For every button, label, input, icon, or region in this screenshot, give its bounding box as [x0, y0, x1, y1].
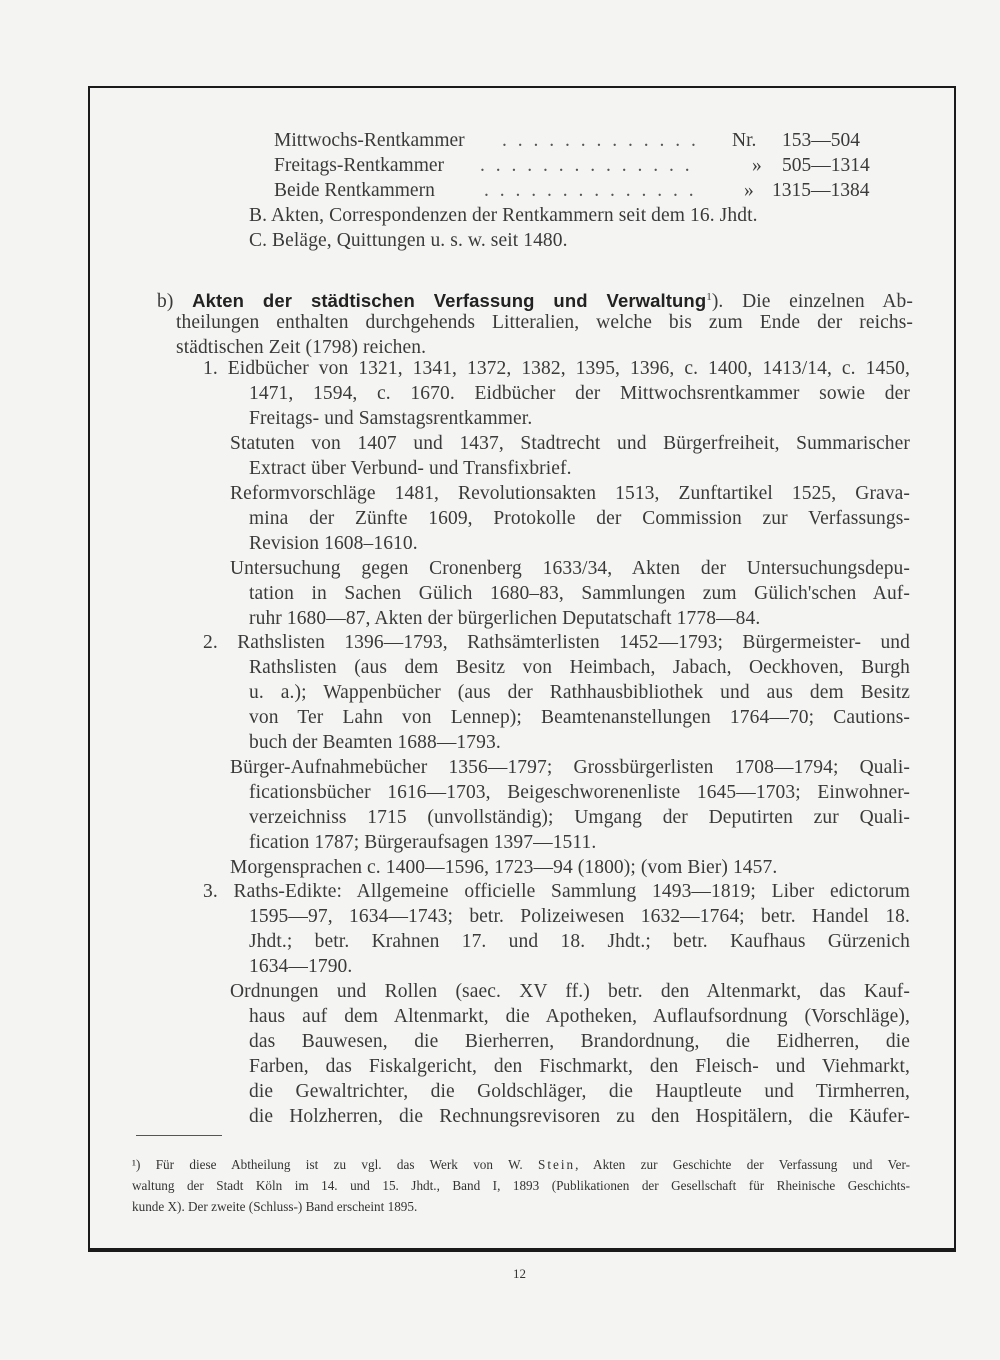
text-line: Reformvorschläge 1481, Revolutionsakten 1513, Zunftartikel 1525, Grava-: [230, 483, 910, 504]
text-line: 1634—1790.: [249, 956, 353, 977]
list-item-b: B. Akten, Correspondenzen der Rentkammern seit dem 16. Jhdt.: [249, 205, 758, 226]
list-item-range: 1315—1384: [772, 180, 870, 201]
text-line: ficationsbücher 1616—1703, Beigeschworenenliste 1645—1703; Einwohner-: [249, 782, 910, 803]
text-line: von Ter Lahn von Lennep); Beamtenanstellungen 1764—70; Cautions-: [249, 707, 910, 728]
text-line: ruhr 1680—87, Akten der bürgerlichen Deputatschaft 1778—84.: [249, 608, 761, 629]
text-line: 1. Eidbücher von 1321, 1341, 1372, 1382, 1395, 1396, c. 1400, 1413/14, c. 1450,: [203, 358, 910, 379]
footnote-text: , Akten zur Geschichte der Verfassung und Ver-: [575, 1157, 911, 1172]
section-intro-line: theilungen enthalten durchgehends Litteralien, welche bis zum Ende der reichs-: [176, 312, 913, 333]
list-item-prefix: »: [752, 155, 762, 176]
text-line: u. a.); Wappenbücher (aus der Rathhausbibliothek und aus dem Besitz: [249, 682, 910, 703]
list-item-prefix: »: [744, 180, 754, 201]
list-item: [274, 153, 874, 178]
footnote-line: [132, 1154, 910, 1175]
text-line: 2. Rathslisten 1396—1793, Rathsämterlisten 1452—1793; Bürgermeister- und: [203, 632, 910, 653]
footnote-ref: 1: [706, 291, 712, 303]
footnote-marker: ¹): [132, 1157, 141, 1172]
list-item-label: Beide Rentkammern: [274, 180, 435, 201]
text-line: Morgensprachen c. 1400—1596, 1723—94 (1800); (vom Bier) 1457.: [230, 857, 778, 878]
section-heading: Akten der städtischen Verfassung und Verwaltung: [192, 290, 707, 311]
text-line: verzeichniss 1715 (unvollständig); Umgang der Deputirten zur Quali-: [249, 807, 910, 828]
list-item-label: Mittwochs-Rentkammer: [274, 130, 465, 151]
text-line: Ordnungen und Rollen (saec. XV ff.) betr. den Altenmarkt, das Kauf-: [230, 981, 910, 1002]
text-line: Bürger-Aufnahmebücher 1356—1797; Grossbürgerlisten 1708—1794; Quali-: [230, 757, 910, 778]
text-line: die Holzherren, die Rechnungsrevisoren zu den Hospitälern, die Käufer-: [249, 1106, 910, 1127]
text-line: 1595—97, 1634—1743; betr. Polizeiwesen 1632—1764; betr. Handel 18.: [249, 906, 910, 927]
text-line: Jhdt.; betr. Krahnen 17. und 18. Jhdt.; betr. Kaufhaus Gürzenich: [249, 931, 910, 952]
text-line: Farben, das Fiskalgericht, den Fischmarkt, den Fleisch- und Viehmarkt,: [249, 1056, 910, 1077]
text-line: 3. Raths-Edikte: Allgemeine officielle Sammlung 1493—1819; Liber edictorum: [203, 881, 910, 902]
list-item: [274, 178, 874, 203]
text-line: das Bauwesen, die Bierherren, Brandordnung, die Eidherren, die: [249, 1031, 910, 1052]
leader-dots: . . . . . . . . . . . . .: [502, 130, 699, 151]
footnote-rule: [136, 1135, 222, 1136]
list-item-prefix: Nr.: [732, 130, 757, 151]
text-line: buch der Beamten 1688—1793.: [249, 732, 501, 753]
text-line: 1471, 1594, c. 1670. Eidbücher der Mittwochsrentkammer sowie der: [249, 383, 910, 404]
section-marker: b): [157, 291, 174, 312]
footnote-author: Stein: [538, 1157, 576, 1172]
list-item-range: 505—1314: [782, 155, 870, 176]
leader-dots: . . . . . . . . . . . . . .: [484, 180, 697, 201]
text-line: Untersuchung gegen Cronenberg 1633/34, Akten der Untersuchungsdepu-: [230, 558, 910, 579]
text-line: Extract über Verbund- und Transfixbrief.: [249, 458, 572, 479]
text-line: fication 1787; Bürgeraufsagen 1397—1511.: [249, 832, 597, 853]
section-intro-line: städtischen Zeit (1798) reichen.: [176, 337, 427, 358]
text-line: Freitags- und Samstagsrentkammer.: [249, 408, 533, 429]
leader-dots: . . . . . . . . . . . . . .: [480, 155, 693, 176]
list-item: [274, 128, 874, 153]
footnote-line: waltung der Stadt Köln im 14. und 15. Jhdt., Band I, 1893 (Publikationen der Gesellschaft für Rheinische Geschichts-: [132, 1178, 910, 1193]
text-line: mina der Zünfte 1609, Protokolle der Commission zur Verfassungs-: [249, 508, 910, 529]
text-line: Statuten von 1407 und 1437, Stadtrecht und Bürgerfreiheit, Summarischer: [230, 433, 910, 454]
text-line: haus auf dem Altenmarkt, die Apotheken, Auflaufsordnung (Vorschläge),: [249, 1006, 910, 1027]
text-line: Revision 1608–1610.: [249, 533, 418, 554]
page-number: 12: [513, 1266, 526, 1281]
text-line: Rathslisten (aus dem Besitz von Heimbach, Jabach, Oeckhoven, Burgh: [249, 657, 910, 678]
list-item-c: C. Beläge, Quittungen u. s. w. seit 1480.: [249, 230, 568, 251]
text-line: tation in Sachen Gülich 1680–83, Sammlungen zum Gülich'schen Auf-: [249, 583, 910, 604]
footnote-text: Für diese Abtheilung ist zu vgl. das Werk von W.: [155, 1157, 523, 1172]
footnote-line: kunde X). Der zweite (Schluss-) Band erscheint 1895.: [132, 1199, 418, 1214]
text-line: die Gewaltrichter, die Goldschläger, die Hauptleute und Tirmherren,: [249, 1081, 910, 1102]
section-intro: ). Die einzelnen Ab-: [711, 291, 913, 312]
list-item-range: 153—504: [782, 130, 860, 151]
list-item-label: Freitags-Rentkammer: [274, 155, 445, 176]
